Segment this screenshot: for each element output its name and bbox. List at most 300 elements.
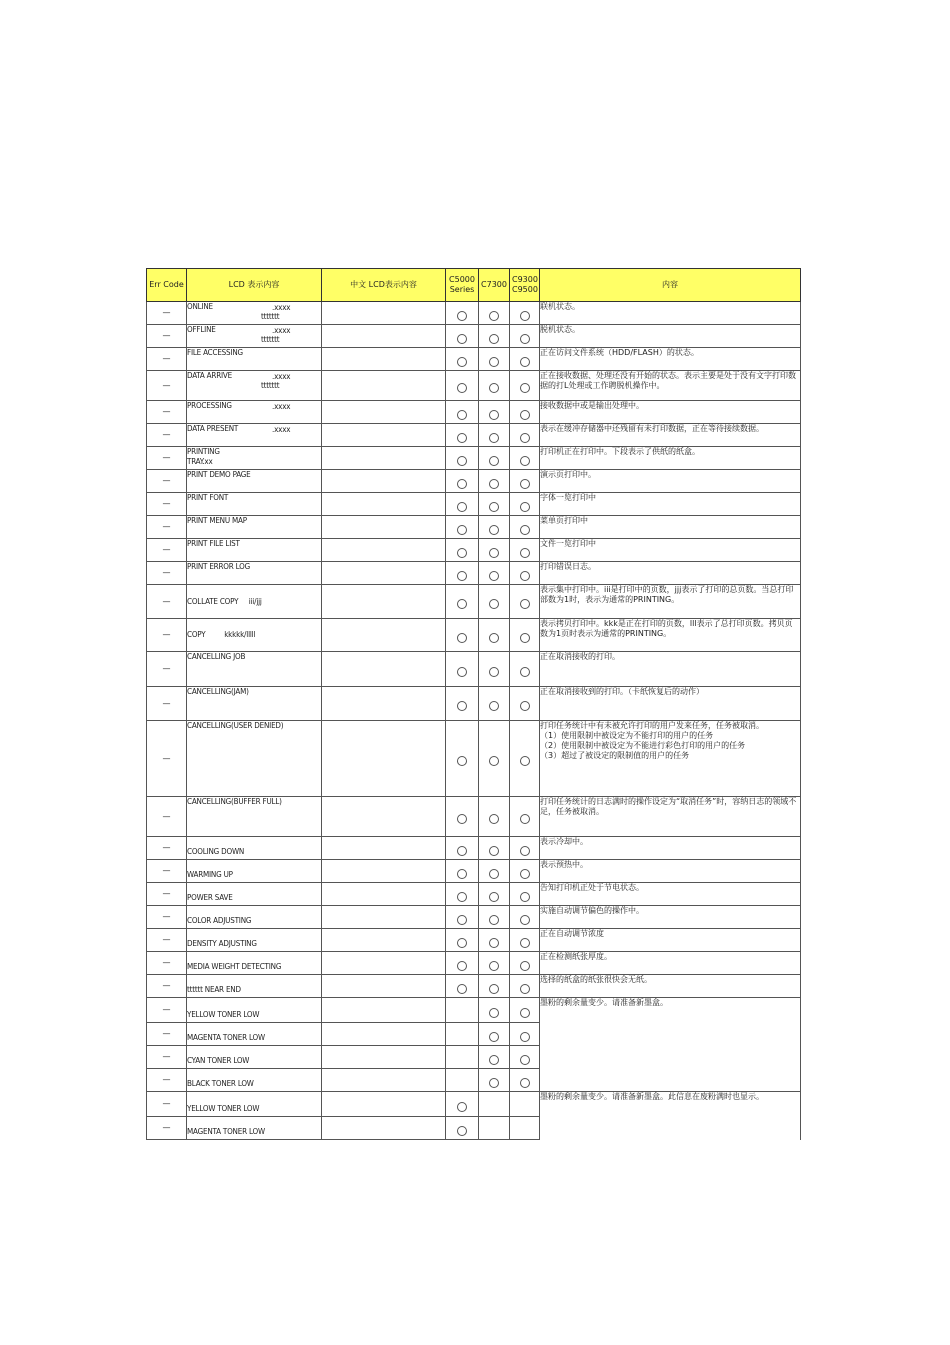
c5000-support-cell [446, 1023, 479, 1046]
c9300-support-cell [510, 1069, 540, 1092]
header-c5000: C5000 Series [446, 269, 479, 302]
supported-circle-icon [489, 938, 499, 948]
c7300-support-cell [479, 1069, 510, 1092]
supported-circle-icon [489, 1008, 499, 1018]
supported-circle-icon [457, 502, 467, 512]
lcd-line1: CANCELLING JOB [187, 652, 246, 661]
lcd-line1: PROCESSING [187, 401, 232, 410]
table-row [147, 325, 801, 348]
table-row [147, 998, 801, 1023]
c7300-support-cell [479, 860, 510, 883]
table-row [147, 585, 801, 619]
c7300-support-cell [479, 929, 510, 952]
table-row [147, 424, 801, 447]
err-code-cell: — [147, 493, 187, 516]
supported-circle-icon [489, 334, 499, 344]
c9300-support-cell [510, 837, 540, 860]
description-cell [540, 493, 801, 516]
supported-circle-icon [520, 599, 530, 609]
err-code-cell: — [147, 837, 187, 860]
c9300-support-cell [510, 797, 540, 837]
lcd-line1: COLLATE COPY iii/jjj [187, 596, 262, 606]
description-text: 打印机正在打印中。下段表示了供纸的纸盒。 [540, 447, 700, 456]
cn-lcd-cell [322, 652, 446, 687]
lcd-text-cell [187, 401, 322, 424]
description-text: 正在接收数据、处理还没有开始的状态。表示主要是处于没有文字打印数据的打L处理或工作聘脱机操作中。 [540, 371, 796, 390]
c7300-support-cell [479, 585, 510, 619]
supported-circle-icon [520, 814, 530, 824]
c9300-support-cell [510, 652, 540, 687]
err-code-cell: — [147, 447, 187, 470]
supported-circle-icon [489, 383, 499, 393]
err-code-cell: — [147, 797, 187, 837]
c9300-support-cell [510, 952, 540, 975]
supported-circle-icon [457, 938, 467, 948]
c5000-support-cell [446, 424, 479, 447]
c9300-support-cell [510, 348, 540, 371]
err-code-cell: — [147, 1046, 187, 1069]
c5000-support-cell [446, 371, 479, 401]
supported-circle-icon [457, 756, 467, 766]
supported-circle-icon [489, 502, 499, 512]
err-code-cell: — [147, 952, 187, 975]
supported-circle-icon [520, 433, 530, 443]
c7300-support-cell [479, 906, 510, 929]
header-lcd: LCD 表示内容 [187, 269, 322, 302]
c9300-support-cell [510, 562, 540, 585]
supported-circle-icon [489, 1032, 499, 1042]
lcd-line1: PRINT MENU MAP [187, 516, 247, 525]
lcd-text-cell [187, 302, 322, 325]
description-cell [540, 371, 801, 401]
description-cell [540, 302, 801, 325]
cn-lcd-cell [322, 721, 446, 797]
cn-lcd-cell [322, 687, 446, 721]
c5000-support-cell [446, 470, 479, 493]
lcd-text-cell [187, 424, 322, 447]
supported-circle-icon [457, 571, 467, 581]
supported-circle-icon [489, 311, 499, 321]
lcd-line2: ttttttt [261, 335, 280, 344]
cn-lcd-cell [322, 401, 446, 424]
supported-circle-icon [520, 357, 530, 367]
description-text: 文件一览打印中 [540, 539, 596, 548]
supported-circle-icon [520, 846, 530, 856]
err-code-cell: — [147, 1117, 187, 1140]
header-content: 内容 [540, 269, 801, 302]
description-text: 演示页打印中。 [540, 470, 596, 479]
c9300-support-cell [510, 585, 540, 619]
err-code-cell: — [147, 860, 187, 883]
c9300-support-cell [510, 1092, 540, 1117]
err-code-cell: — [147, 325, 187, 348]
lcd-line1: ONLINE [187, 302, 213, 311]
lcd-text-cell [187, 325, 322, 348]
header-c7300: C7300 [479, 269, 510, 302]
description-text: 联机状态。 [540, 302, 580, 311]
supported-circle-icon [520, 938, 530, 948]
supported-circle-icon [489, 456, 499, 466]
table-row [147, 470, 801, 493]
supported-circle-icon [520, 410, 530, 420]
cn-lcd-cell [322, 797, 446, 837]
c5000-support-cell [446, 1046, 479, 1069]
c7300-support-cell [479, 348, 510, 371]
supported-circle-icon [520, 892, 530, 902]
description-cell [540, 539, 801, 562]
supported-circle-icon [457, 814, 467, 824]
supported-circle-icon [520, 961, 530, 971]
description-cell [540, 797, 801, 837]
lcd-suffix: .xxxx [272, 402, 291, 411]
c5000-support-cell [446, 401, 479, 424]
lcd-text-cell [187, 797, 322, 837]
err-code-cell: — [147, 401, 187, 424]
c7300-support-cell [479, 401, 510, 424]
description-cell [540, 1092, 801, 1140]
c5000-support-cell [446, 687, 479, 721]
table-row [147, 952, 801, 975]
lcd-line2: TRAY.xx [187, 457, 213, 466]
c9300-support-cell [510, 1023, 540, 1046]
lcd-text-cell [187, 652, 322, 687]
c9300-support-cell [510, 721, 540, 797]
c5000-support-cell [446, 1069, 479, 1092]
lcd-message-table [146, 268, 801, 1140]
description-text: 打印任务统计中有未被允许打印的用户发来任务，任务被取消。 [540, 721, 764, 730]
cn-lcd-cell [322, 470, 446, 493]
description-text: 正在取消接收到的打印。（卡纸恢复后的动作） [540, 687, 704, 696]
supported-circle-icon [520, 869, 530, 879]
description-text: 接收数据中或是输出处理中。 [540, 401, 644, 410]
err-code-cell: — [147, 1092, 187, 1117]
lcd-text-cell [187, 1069, 322, 1092]
c7300-support-cell [479, 837, 510, 860]
lcd-text-cell [187, 952, 322, 975]
c9300-support-cell [510, 1046, 540, 1069]
c7300-support-cell [479, 424, 510, 447]
description-cell [540, 447, 801, 470]
err-code-cell: — [147, 470, 187, 493]
lcd-text-cell [187, 371, 322, 401]
lcd-line1: CYAN TONER LOW [187, 1056, 250, 1065]
lcd-suffix: .xxxx [272, 326, 291, 335]
lcd-text-cell [187, 447, 322, 470]
description-text: 打印错误日志。 [540, 562, 596, 571]
lcd-suffix: .xxxx [272, 372, 291, 381]
table-row [147, 883, 801, 906]
description-text: 选择的纸盒的纸张很快会无纸。 [540, 975, 652, 984]
table-row [147, 652, 801, 687]
lcd-line1: CANCELLING(USER DENIED) [187, 721, 284, 730]
table-row [147, 619, 801, 652]
supported-circle-icon [489, 961, 499, 971]
lcd-line1: OFFLINE [187, 325, 216, 334]
lcd-line1: FILE ACCESSING [187, 348, 243, 357]
lcd-text-cell [187, 619, 322, 652]
lcd-text-cell [187, 470, 322, 493]
description-text: 正在检测纸张厚度。 [540, 952, 612, 961]
c9300-support-cell [510, 883, 540, 906]
lcd-text-cell [187, 837, 322, 860]
cn-lcd-cell [322, 585, 446, 619]
description-cell [540, 516, 801, 539]
supported-circle-icon [457, 846, 467, 856]
c9300-support-cell [510, 493, 540, 516]
description-text: 正在自动调节浓度 [540, 929, 604, 938]
c9300-support-cell [510, 302, 540, 325]
supported-circle-icon [457, 599, 467, 609]
description-text: 表示预热中。 [540, 860, 588, 869]
supported-circle-icon [489, 892, 499, 902]
c9300-support-cell [510, 906, 540, 929]
lcd-suffix: .xxxx [272, 425, 291, 434]
lcd-text-cell [187, 929, 322, 952]
supported-circle-icon [457, 984, 467, 994]
cn-lcd-cell [322, 516, 446, 539]
lcd-suffix: .xxxx [272, 303, 291, 312]
cn-lcd-cell [322, 1092, 446, 1117]
supported-circle-icon [489, 548, 499, 558]
cn-lcd-cell [322, 325, 446, 348]
lcd-line1: CANCELLING(JAM) [187, 687, 249, 696]
lcd-line1: PRINT ERROR LOG [187, 562, 250, 571]
description-cell [540, 906, 801, 929]
c5000-support-cell [446, 302, 479, 325]
cn-lcd-cell [322, 371, 446, 401]
lcd-line1: COPY kkkkk/lllll [187, 630, 256, 639]
c5000-support-cell [446, 860, 479, 883]
supported-circle-icon [520, 915, 530, 925]
cn-lcd-cell [322, 998, 446, 1023]
err-code-cell: — [147, 721, 187, 797]
supported-circle-icon [457, 633, 467, 643]
cn-lcd-cell [322, 929, 446, 952]
supported-circle-icon [457, 410, 467, 420]
supported-circle-icon [520, 984, 530, 994]
c7300-support-cell [479, 470, 510, 493]
lcd-text-cell [187, 493, 322, 516]
supported-circle-icon [457, 456, 467, 466]
description-cell [540, 401, 801, 424]
err-code-cell: — [147, 562, 187, 585]
table-row [147, 975, 801, 998]
lcd-line1: YELLOW TONER LOW [187, 1104, 260, 1113]
supported-circle-icon [457, 701, 467, 711]
lcd-text-cell [187, 539, 322, 562]
c9300-support-cell [510, 401, 540, 424]
supported-circle-icon [489, 410, 499, 420]
supported-circle-icon [520, 502, 530, 512]
lcd-line1: MAGENTA TONER LOW [187, 1127, 265, 1136]
c5000-support-cell [446, 721, 479, 797]
c9300-support-cell [510, 860, 540, 883]
description-text: 墨粉的剩余量变少。请准备新墨盒。此信息在废粉满时也显示。 [540, 1092, 764, 1101]
err-code-cell: — [147, 619, 187, 652]
header-c9300: C9300 C9500 [510, 269, 540, 302]
table-row [147, 516, 801, 539]
c9300-support-cell [510, 371, 540, 401]
table-body [147, 302, 801, 1140]
supported-circle-icon [489, 525, 499, 535]
description-cell [540, 998, 801, 1092]
table-row [147, 539, 801, 562]
supported-circle-icon [489, 667, 499, 677]
lcd-line1: BLACK TONER LOW [187, 1079, 254, 1088]
cn-lcd-cell [322, 619, 446, 652]
description-cell [540, 348, 801, 371]
cn-lcd-cell [322, 1117, 446, 1140]
description-cell [540, 975, 801, 998]
table-row [147, 906, 801, 929]
err-code-cell: — [147, 687, 187, 721]
supported-circle-icon [520, 479, 530, 489]
c7300-support-cell [479, 516, 510, 539]
c5000-support-cell [446, 619, 479, 652]
c5000-support-cell [446, 348, 479, 371]
c7300-support-cell [479, 721, 510, 797]
c5000-support-cell [446, 883, 479, 906]
lcd-line1: DATA PRESENT [187, 424, 239, 433]
c9300-support-cell [510, 619, 540, 652]
lcd-text-cell [187, 1092, 322, 1117]
c9300-support-cell [510, 998, 540, 1023]
lcd-text-cell [187, 1023, 322, 1046]
header-cn-lcd: 中文 LCD表示内容 [322, 269, 446, 302]
table-row [147, 837, 801, 860]
c7300-support-cell [479, 1046, 510, 1069]
supported-circle-icon [489, 479, 499, 489]
c5000-support-cell [446, 447, 479, 470]
description-text: 表示冷却中。 [540, 837, 588, 846]
err-code-cell: — [147, 516, 187, 539]
cn-lcd-cell [322, 447, 446, 470]
c9300-support-cell [510, 424, 540, 447]
cn-lcd-cell [322, 1023, 446, 1046]
description-text: 表示集中打印中。iii是打印中的页数，jjj表示了打印的总页数。当总打印部数为1时，表示为通常的PRINTING。 [540, 585, 794, 604]
description-text: 正在取消接收的打印。 [540, 652, 620, 661]
supported-circle-icon [489, 984, 499, 994]
cn-lcd-cell [322, 975, 446, 998]
supported-circle-icon [489, 814, 499, 824]
supported-circle-icon [457, 334, 467, 344]
lcd-line1: DENSITY ADJUSTING [187, 939, 257, 948]
description-cell [540, 585, 801, 619]
lcd-line1: COLOR ADJUSTING [187, 916, 252, 925]
cn-lcd-cell [322, 424, 446, 447]
supported-circle-icon [457, 869, 467, 879]
supported-circle-icon [489, 846, 499, 856]
supported-circle-icon [457, 357, 467, 367]
supported-circle-icon [489, 1055, 499, 1065]
table-row [147, 929, 801, 952]
table-row [147, 721, 801, 797]
err-code-cell: — [147, 539, 187, 562]
lcd-line1: PRINTING [187, 447, 220, 456]
cn-lcd-cell [322, 837, 446, 860]
lcd-line1: YELLOW TONER LOW [187, 1010, 260, 1019]
supported-circle-icon [489, 633, 499, 643]
c7300-support-cell [479, 447, 510, 470]
lcd-text-cell [187, 687, 322, 721]
supported-circle-icon [520, 1008, 530, 1018]
err-code-cell: — [147, 652, 187, 687]
c5000-support-cell [446, 562, 479, 585]
err-code-cell: — [147, 424, 187, 447]
err-code-cell: — [147, 883, 187, 906]
description-text: 墨粉的剩余量变少。请准备新墨盒。 [540, 998, 668, 1007]
cn-lcd-cell [322, 493, 446, 516]
lcd-text-cell [187, 1117, 322, 1140]
description-text: 正在访问文件系统（HDD/FLASH）的状态。 [540, 348, 699, 357]
supported-circle-icon [520, 311, 530, 321]
description-cell [540, 325, 801, 348]
description-cell [540, 652, 801, 687]
supported-circle-icon [520, 1032, 530, 1042]
supported-circle-icon [457, 479, 467, 489]
c5000-support-cell [446, 1117, 479, 1140]
lcd-line1: WARMING UP [187, 870, 233, 879]
lcd-line1: PRINT FILE LIST [187, 539, 240, 548]
table-row [147, 302, 801, 325]
description-cell [540, 721, 801, 797]
cn-lcd-cell [322, 906, 446, 929]
cn-lcd-cell [322, 562, 446, 585]
cn-lcd-cell [322, 1046, 446, 1069]
supported-circle-icon [489, 433, 499, 443]
cn-lcd-cell [322, 302, 446, 325]
c7300-support-cell [479, 562, 510, 585]
c5000-support-cell [446, 539, 479, 562]
lcd-text-cell [187, 721, 322, 797]
lcd-text-cell [187, 1046, 322, 1069]
supported-circle-icon [489, 756, 499, 766]
c9300-support-cell [510, 1117, 540, 1140]
description-text: 表示拷贝打印中。kkk是正在打印的页数，lll表示了总打印页数。拷贝页数为1页时表示为通常的PRINTING。 [540, 619, 793, 638]
cn-lcd-cell [322, 883, 446, 906]
description-cell [540, 424, 801, 447]
description-cell [540, 860, 801, 883]
lcd-text-cell [187, 998, 322, 1023]
supported-circle-icon [520, 571, 530, 581]
table-header-row [147, 269, 801, 302]
c9300-support-cell [510, 929, 540, 952]
supported-circle-icon [457, 892, 467, 902]
lcd-line2: ttttttt [261, 312, 280, 321]
lcd-text-cell [187, 883, 322, 906]
c5000-support-cell [446, 929, 479, 952]
table-row [147, 562, 801, 585]
lcd-text-cell [187, 516, 322, 539]
lcd-text-cell [187, 348, 322, 371]
supported-circle-icon [457, 383, 467, 393]
lcd-line1: MAGENTA TONER LOW [187, 1033, 265, 1042]
supported-circle-icon [489, 1078, 499, 1088]
c7300-support-cell [479, 975, 510, 998]
err-code-cell: — [147, 998, 187, 1023]
c5000-support-cell [446, 797, 479, 837]
err-code-cell: — [147, 975, 187, 998]
supported-circle-icon [520, 667, 530, 677]
supported-circle-icon [457, 915, 467, 925]
supported-circle-icon [457, 311, 467, 321]
supported-circle-icon [457, 1102, 467, 1112]
c7300-support-cell [479, 652, 510, 687]
lcd-text-cell [187, 585, 322, 619]
c5000-support-cell [446, 1092, 479, 1117]
c5000-support-cell [446, 652, 479, 687]
c5000-support-cell [446, 585, 479, 619]
